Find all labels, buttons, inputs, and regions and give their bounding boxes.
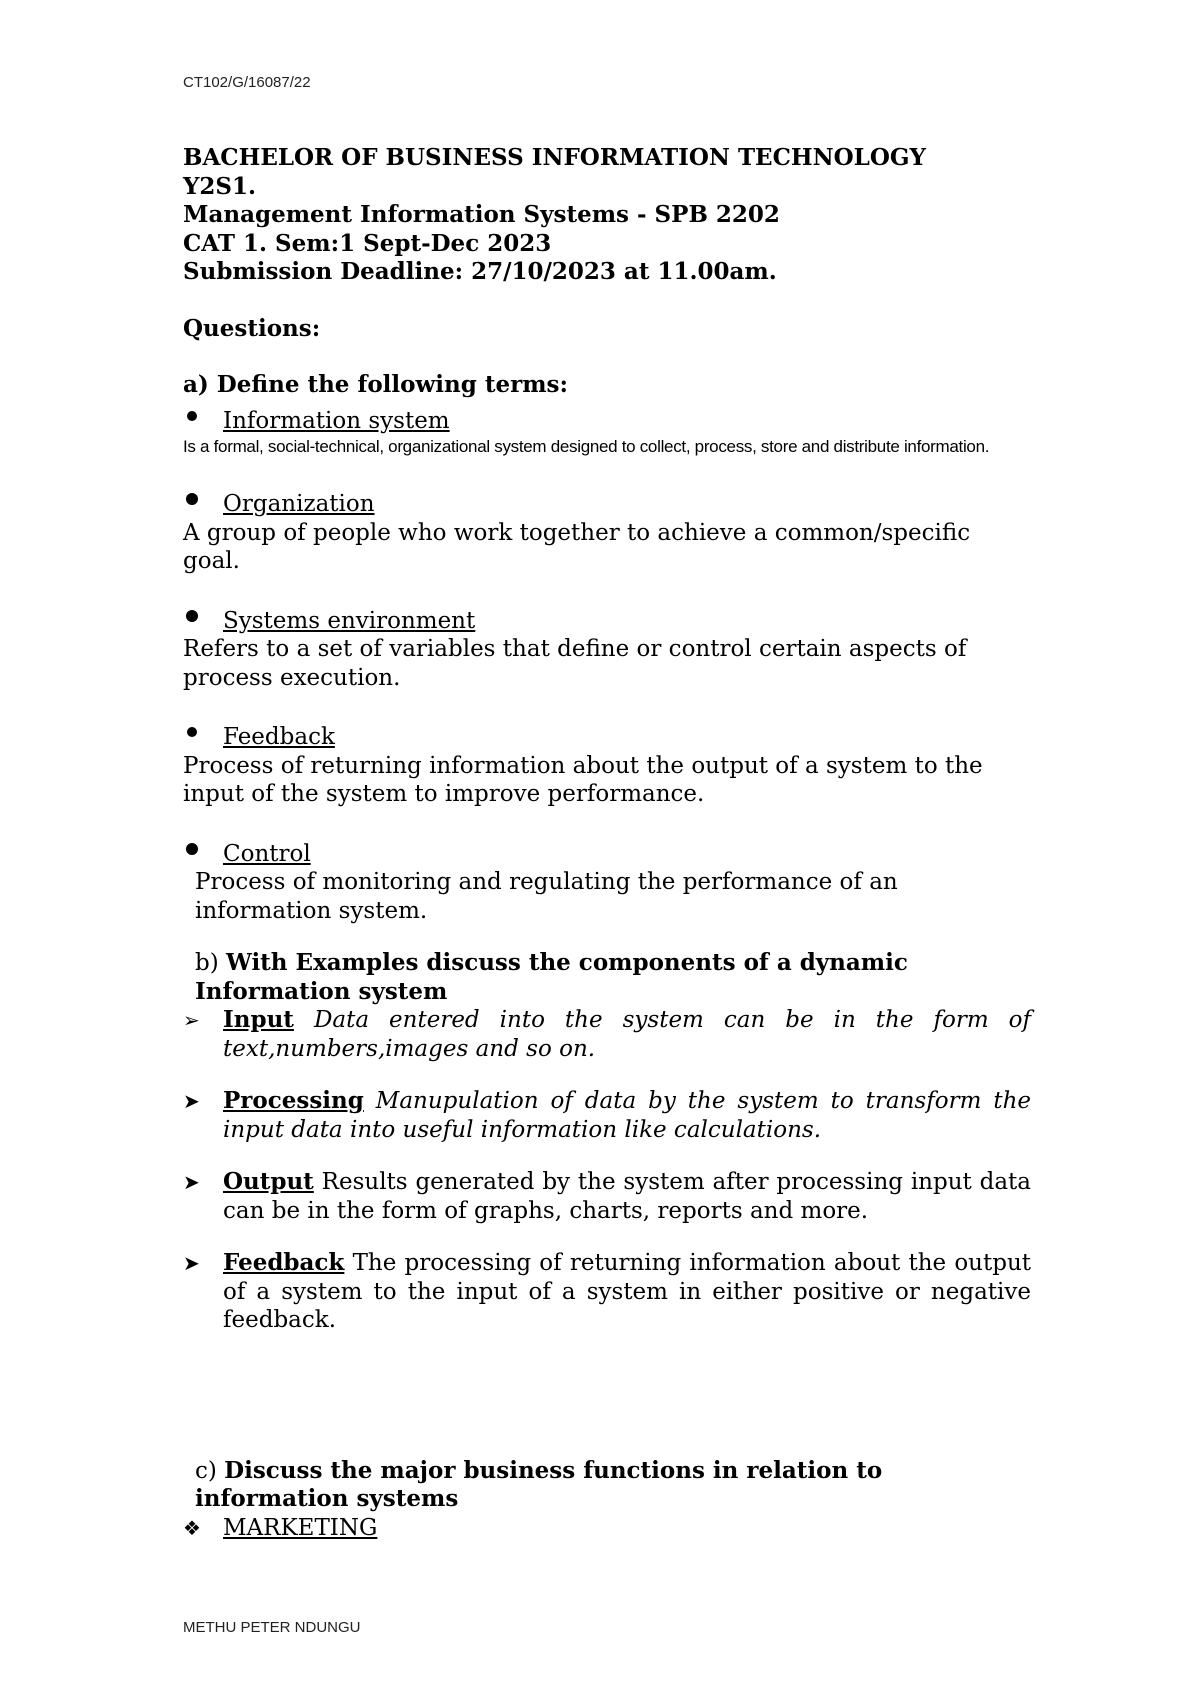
arrow-bullet-icon: ➤	[183, 1251, 200, 1275]
term-label: Systems environment	[223, 607, 476, 634]
term-item	[183, 833, 1031, 869]
bullet-icon	[183, 833, 223, 861]
document-body	[183, 144, 1031, 1542]
term-item	[183, 483, 1031, 519]
term-label: Organization	[223, 491, 375, 517]
term-label: Information system	[223, 407, 450, 434]
term-label: Control	[223, 840, 311, 867]
section-b-prefix: b)	[195, 950, 219, 976]
component-term: Processing	[223, 1087, 364, 1114]
section-c-prefix: c)	[195, 1457, 217, 1484]
cat-info: CAT 1. Sem:1 Sept-Dec 2023	[183, 229, 552, 257]
questions-label: Questions:	[183, 314, 321, 342]
submission-deadline: Submission Deadline: 27/10/2023 at 11.00am.	[183, 258, 777, 285]
document-reference: CT102/G/16087/22	[183, 74, 311, 91]
term-item	[183, 400, 1031, 436]
program-title: BACHELOR OF BUSINESS INFORMATION TECHNOLOGY	[183, 144, 926, 171]
component-item	[183, 1087, 1031, 1144]
bullet-icon	[183, 400, 223, 428]
function-label: MARKETING	[223, 1514, 378, 1541]
component-item	[183, 1006, 1031, 1063]
component-item	[183, 1168, 1031, 1225]
arrow-bullet-icon: ➤	[183, 1089, 200, 1113]
course-title: Management Information Systems - SPB 2202	[183, 201, 780, 228]
term-definition: A group of people who work together to achieve a common/specific goal.	[183, 519, 971, 574]
diamond-bullet-icon: ❖	[183, 1515, 201, 1540]
year-semester: Y2S1.	[183, 172, 257, 200]
component-term: Feedback	[223, 1249, 345, 1276]
component-description: Manupulation of data by the system to transform the input data into useful information like calculations.	[223, 1088, 1032, 1143]
component-description: Data entered into the system can be in the form of text,numbers,images and so on.	[223, 1007, 1031, 1062]
bullet-icon	[183, 483, 223, 511]
section-c-heading	[183, 1457, 1031, 1514]
term-definition: Refers to a set of variables that define or control certain aspects of process execution.	[183, 636, 967, 691]
function-item	[183, 1514, 1031, 1543]
term-item	[183, 716, 1031, 752]
section-a-heading: a) Define the following terms:	[183, 371, 568, 398]
title-block	[183, 144, 1031, 287]
author-name: METHU PETER NDUNGU	[183, 1619, 361, 1636]
bullet-icon	[183, 716, 223, 744]
section-b-heading	[183, 949, 1031, 1006]
arrow-bullet-icon: ➤	[183, 1170, 200, 1194]
component-term: Input	[223, 1006, 294, 1033]
term-definition: Process of monitoring and regulating the performance of an information system.	[195, 869, 898, 924]
section-b-title: With Examples discuss the components of a dynamic Information system	[195, 949, 908, 1005]
arrow-bullet-icon: ➢	[183, 1008, 200, 1032]
term-definition: Process of returning information about the output of a system to the input of the system to improve performance.	[183, 752, 983, 807]
component-description: The processing of returning information about the output of a system to the input of a system in either positive or negative feedback.	[223, 1250, 1031, 1333]
term-label: Feedback	[223, 724, 335, 750]
section-c-title: Discuss the major business functions in relation to information systems	[195, 1456, 883, 1512]
component-term: Output	[223, 1168, 314, 1195]
term-item	[183, 600, 1031, 636]
bullet-icon	[183, 600, 223, 628]
component-description: Results generated by the system after processing input data can be in the form of graphs, charts, reports and more.	[223, 1169, 1031, 1224]
component-item	[183, 1249, 1031, 1335]
term-definition: Is a formal, social-technical, organizational system designed to collect, process, store and distribute information.	[183, 437, 990, 456]
